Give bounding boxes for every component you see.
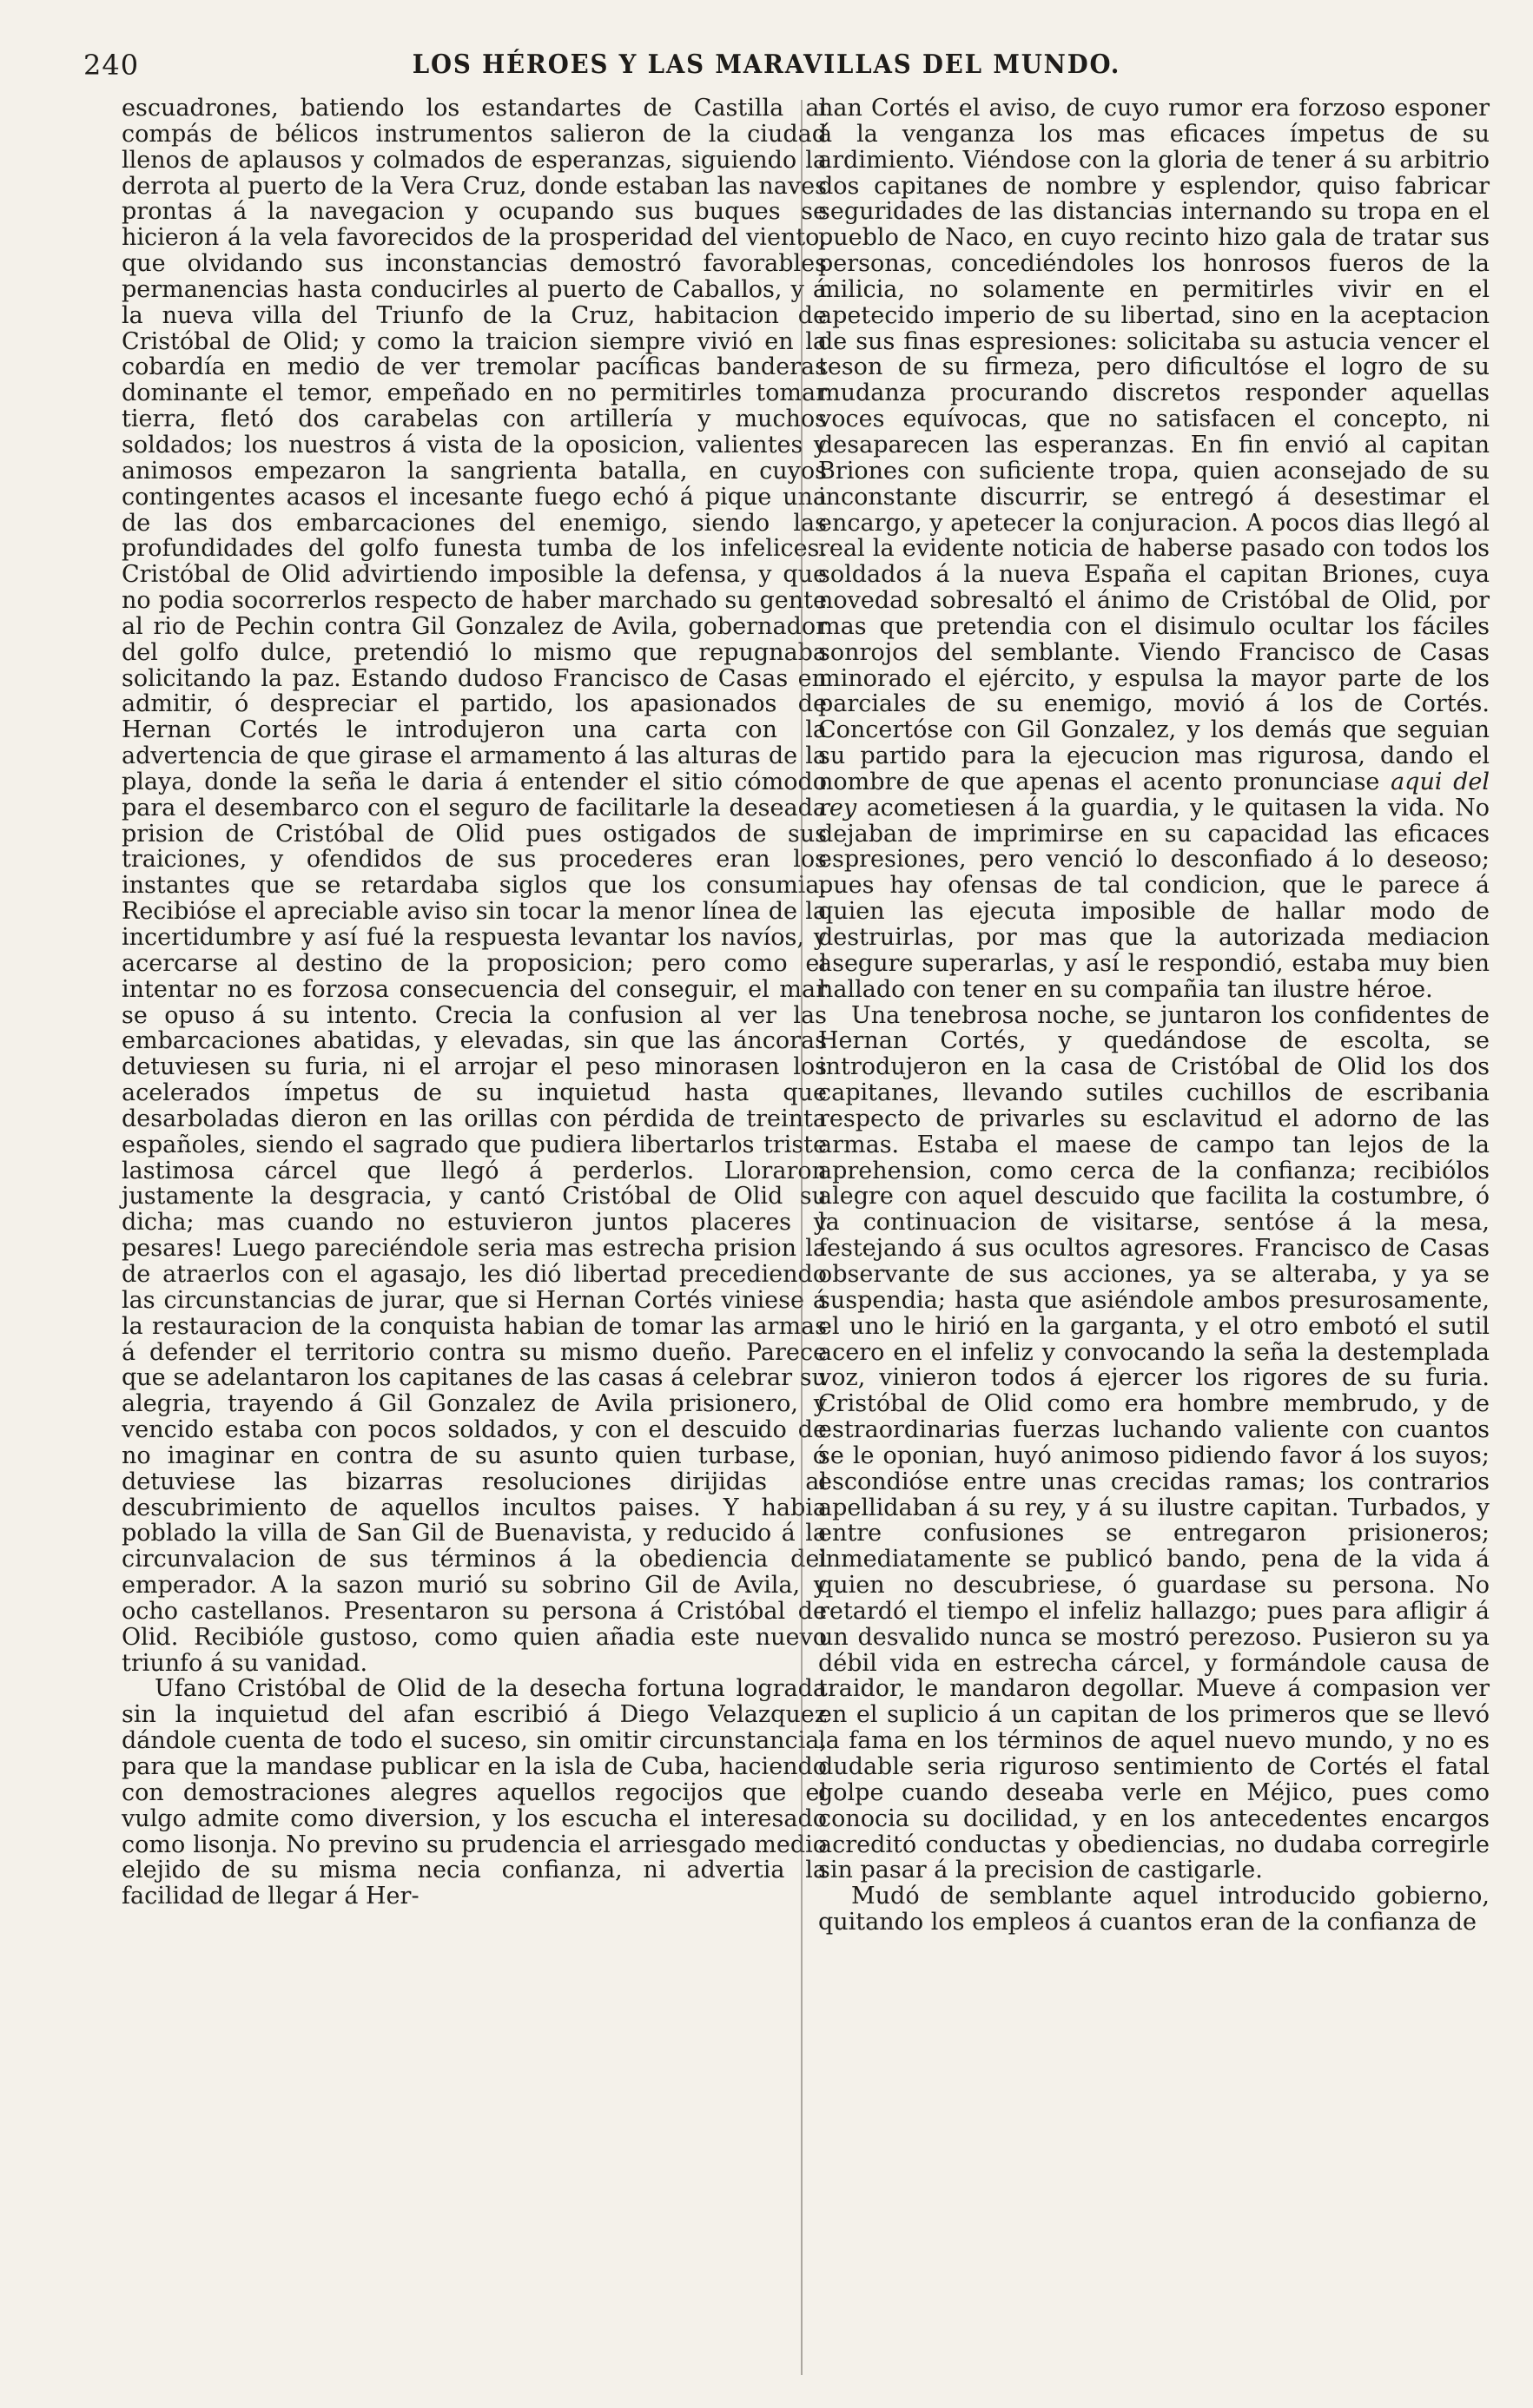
paragraph: Ufano Cristóbal de Olid de la desecha fortuna lograda sin la inquietud del afan escribió á Diego Velazquez dándole cuenta de todo el suceso, sin omitir circunstancia, para que la mandase publicar en la isla de Cuba, haciendo con demostraciones alegres aquellos regocijos que el vulgo admite como diversion, y los escucha el interesado como lisonja. No previno su prudencia el arriesgado medio elejido de su misma necia confianza, ni advertia la facilidad de llegar á Her- <box>122 1675 827 1910</box>
page-header <box>0 43 1533 87</box>
paragraph-text: nan Cortés el aviso, de cuyo rumor era forzoso esponer á la venganza los mas eficaces ímpetus de su ardimiento. Viéndose con la gloria de tener á su arbitrio dos capitanes de nombre y esplendor, quiso fabricar seguridades de las distancias internando su tropa en el pueblo de Naco, en cuyo recinto hizo gala de tratar sus personas, concediéndoles los honrosos fueros de la milicia, no solamente en permitirles vivir en el apetecido imperio de su libertad, sino en la aceptacion de sus finas espresiones: solicitaba su astucia vencer el teson de su firmeza, pero dificultóse el logro de su mudanza procurando discretos responder aquellas voces equívocas, que no satisfacen el concepto, ni desaparecen las esperanzas. En fin envió al capitan Briones con suficiente tropa, quien aconsejado de su inconstante discurrir, se entregó á desestimar el encargo, y apetecer la conjuracion. A pocos dias llegó al real la evidente noticia de haberse pasado con todos los soldados á la nueva España el capitan Briones, cuya novedad sobresaltó el ánimo de Cristóbal de Olid, por mas que pretendia con el disimulo ocultar los fáciles sonrojos del semblante. Viendo Francisco de Casas minorado el ejército, y espulsa la mayor parte de los parciales de su enemigo, movió á los de Cortés. Concertóse con Gil Gonzalez, y los demás que seguian su partido para la ejecucion mas rigurosa, dando el nombre de que apenas el acento pronunciase <box>818 95 1490 795</box>
paragraph: Mudó de semblante aquel introducido gobierno, quitando los empleos á cuantos eran de la confianza de <box>818 1883 1490 1936</box>
paragraph <box>818 96 1490 1003</box>
italic-phrase: aqui del rey <box>818 768 1490 821</box>
page-number: 240 <box>83 49 140 82</box>
right-column <box>818 96 1490 1936</box>
paragraph-text: acometiesen á la guardia, y le quitasen la vida. No dejaban de imprimirse en su capacidad las eficaces espresiones, pero venció lo desconfiado á lo deseoso; pues hay ofensas de tal condicion, que le parece á quien las ejecuta imposible de hallar modo de destruirlas, por mas que la autorizada mediacion asegure superarlas, y así le respondió, estaba muy bien hallado con tener en su compañia tan ilustre héroe. <box>818 794 1490 1003</box>
left-column <box>122 96 827 1910</box>
paragraph: Una tenebrosa noche, se juntaron los confidentes de Hernan Cortés, y quedándose de escolta, se introdujeron en la casa de Cristóbal de Olid los dos capitanes, llevando sutiles cuchillos de escribania respecto de privarles su esclavitud el adorno de las armas. Estaba el maese de campo tan lejos de la aprehension, como cerca de la confianza; recibiólos alegre con aquel descuido que facilita la costumbre, ó la continuacion de visitarse, sentóse á la mesa, festejando á sus ocultos agresores. Francisco de Casas observante de sus acciones, ya se alteraba, y ya se suspendia; hasta que asiéndole ambos presurosamente, el uno le hirió en la garganta, y el otro embotó el sutil acero en el infeliz y convocando la seña la destemplada voz, vinieron todos á ejercer los rigores de su furia. Cristóbal de Olid como era hombre membrudo, y de estraordinarias fuerzas luchando valiente con cuantos se le oponian, huyó animoso pidiendo favor á los suyos; escondióse entre unas crecidas ramas; los contrarios apellidaban á su rey, y á su ilustre capitan. Turbados, y entre confusiones se entregaron prisioneros; inmediatamente se publicó bando, pena de la vida á quien no descubriese, ó guardase su persona. No retardó el tiempo el infeliz hallazgo; pues para afligir á un desvalido nunca se mostró perezoso. Pusieron su ya débil vida en estrecha cárcel, y formándole causa de traidor, le mandaron degollar. Mueve á compasion ver en el suplicio á un capitan de los primeros que se llevó la fama en los términos de aquel nuevo mundo, y no es dudable seria riguroso sentimiento de Cortés el fatal golpe cuando deseaba verle en Méjico, pues como conocia su docilidad, y en los antecedentes encargos acreditó conductas y obediencias, no dudaba corregirle sin pasar á la precision de castigarle. <box>818 1001 1490 1884</box>
column-divider <box>801 100 803 2375</box>
running-title: LOS HÉROES Y LAS MARAVILLAS DEL MUNDO. <box>412 49 1121 80</box>
paragraph: escuadrones, batiendo los estandartes de Castilla al compás de bélicos instrumentos salieron de la ciudad llenos de aplausos y colmados de esperanzas, siguiendo la derrota al puerto de la Vera Cruz, donde estaban las naves prontas á la navegacion y ocupando sus buques se hicieron á la vela favorecidos de la prosperidad del viento, que olvidando sus inconstancias demostró favorables permanencias hasta conducirles al puerto de Caballos, y á la nueva villa del Triunfo de la Cruz, habitacion de Cristóbal de Olid; y como la traicion siempre vivió en la cobardía en medio de ver tremolar pacíficas banderas dominante el temor, empeñado en no permitirles tomar tierra, fletó dos carabelas con artillería y muchos soldados; los nuestros á vista de la oposicion, valientes y animosos empezaron la sangrienta batalla, en cuyos contingentes acasos el incesante fuego echó á pique una de las dos embarcaciones del enemigo, siendo las profundidades del golfo funesta tumba de los infelices. Cristóbal de Olid advirtiendo imposible la defensa, y que no podia socorrerlos respecto de haber marchado su gente al rio de Pechin contra Gil Gonzalez de Avila, gobernador del golfo dulce, pretendió lo mismo que repugnaba solicitando la paz. Estando dudoso Francisco de Casas en admitir, ó despreciar el partido, los apasionados de Hernan Cortés le introdujeron una carta con la advertencia de que girase el armamento á las alturas de la playa, donde la seña le daria á entender el sitio cómodo para el desembarco con el seguro de facilitarle la deseada prision de Cristóbal de Olid pues ostigados de sus traiciones, y ofendidos de sus procederes eran los instantes que se retardaba siglos que los consumia. Recibióse el apreciable aviso sin tocar la menor línea de la incertidumbre y así fué la respuesta levantar los navíos, y acercarse al destino de la proposicion; pero como el intentar no es forzosa consecuencia del conseguir, el mar se opuso á su intento. Crecia la confusion al ver las embarcaciones abatidas, y elevadas, sin que las áncoras detuviesen su furia, ni el arrojar el peso minorasen los acelerados ímpetus de su inquietud hasta que desarboladas dieron en las orillas con pérdida de treinta españoles, siendo el sagrado que pudiera libertarlos triste lastimosa cárcel que llegó á perderlos. Lloraron justamente la desgracia, y cantó Cristóbal de Olid su dicha; mas cuando no estuvieron juntos placeres y pesares! Luego pareciéndole seria mas estrecha prision la de atraerlos con el agasajo, les dió libertad precediendo las circunstancias de jurar, que si Hernan Cortés viniese á la restauracion de la conquista habian de tomar las armas á defender el territorio contra su mismo dueño. Parece que se adelantaron los capitanes de las casas á celebrar su alegria, trayendo á Gil Gonzalez de Avila prisionero, y vencido estaba con pocos soldados, y con el descuido de no imaginar en contra de su asunto quien turbase, ó detuviese las bizarras resoluciones dirijidas al descubrimiento de aquellos incultos paises. Y habia poblado la villa de San Gil de Buenavista, y reducido á la circunvalacion de sus términos á la obediencia del emperador. A la sazon murió su sobrino Gil de Avila, y ocho castellanos. Presentaron su persona á Cristóbal de Olid. Recibióle gustoso, como quien añadia este nuevo triunfo á su vanidad. <box>122 95 827 1677</box>
